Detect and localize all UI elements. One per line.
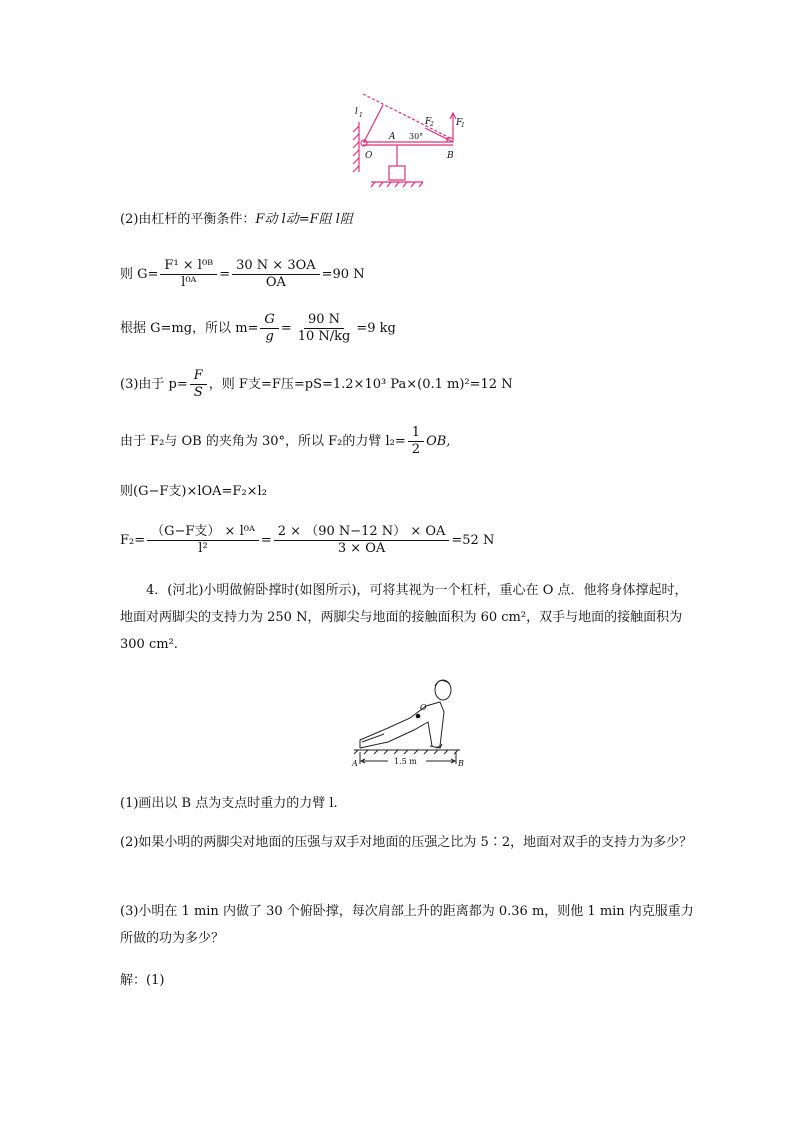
step3-F2: F₂= $\frac{\text{（G−F支） × l⁰ᴬ}}{\text{l²}}$ = $\frac{2 \times (90 N-12 N) \times OA}{3 \times OA}$ =52 N [120,524,495,556]
step2-equation-m: 根据 G=mg，所以 m= $\frac{G}{g}$ = $\frac{90 N}{10 N/kg}$ =9 kg [120,312,396,344]
question-1: (1)画出以 B 点为支点时重力的力臂 l. [120,796,338,811]
step2-equation-G: 则 G= $\frac{\text{F¹ × l⁰ᴮ}}{\text{l⁰ᴬ}}$ = $\frac{30 N \times 3OA}{OA}$ =90 N [120,258,365,290]
label-O-pushup: O [420,703,427,712]
label-F1: F [456,118,463,128]
pushup-diagram [348,672,468,772]
step3-arm: 由于 F₂与 OB 的夹角为 30°，所以 F₂的力臂 l₂= $\frac{1}{2}$ OB, [120,425,451,457]
svg-text:2: 2 [430,121,434,128]
label-A: A [389,132,396,142]
step3-pressure: (3)由于 p= $\frac{F}{S}$ ，则 F支=F压=pS=1.2×10³ Pa×(0.1 m)²=12 N [120,368,513,400]
question-3: (3)小明在 1 min 内做了 30 个俯卧撑，每次肩部上升的距离都为 0.36 m，则他 1 min 内克服重力所做的功为多少？ [120,904,694,946]
label-l1: l [355,107,358,117]
label-B: B [447,151,454,161]
label-distance: 1.5 m [394,757,417,766]
problem4-text: 4．(河北)小明做俯卧撑时(如图所示)，可将其视为一个杠杆，重心在 O 点．他将身体撑起时，地面对两脚尖的支持力为 250 N，两脚尖与地面的接触面积为 60 cm²，双手与地面的接触面积为 300 cm². [120,583,688,652]
step2-condition: (2)由杠杆的平衡条件：F动 l动=F阻 l阻 [120,212,353,227]
step3-balance: 则(G−F支)×lOA=F₂×l₂ [120,484,267,499]
label-A-pushup: A [352,759,358,768]
label-B-pushup: B [458,759,464,768]
lever-diagram [345,92,475,192]
label-F2: F [425,117,432,127]
question-2: (2)如果小明的两脚尖对地面的压强与双手对地面的压强之比为 5∶2，地面对双手的支持力为多少？ [120,835,693,850]
svg-text:1: 1 [359,112,363,119]
answer-start: 解：(1) [120,973,165,988]
center-of-gravity-point [416,714,421,719]
label-O: O [365,151,373,161]
label-angle: 30° [409,132,424,141]
svg-text:1: 1 [461,122,465,129]
